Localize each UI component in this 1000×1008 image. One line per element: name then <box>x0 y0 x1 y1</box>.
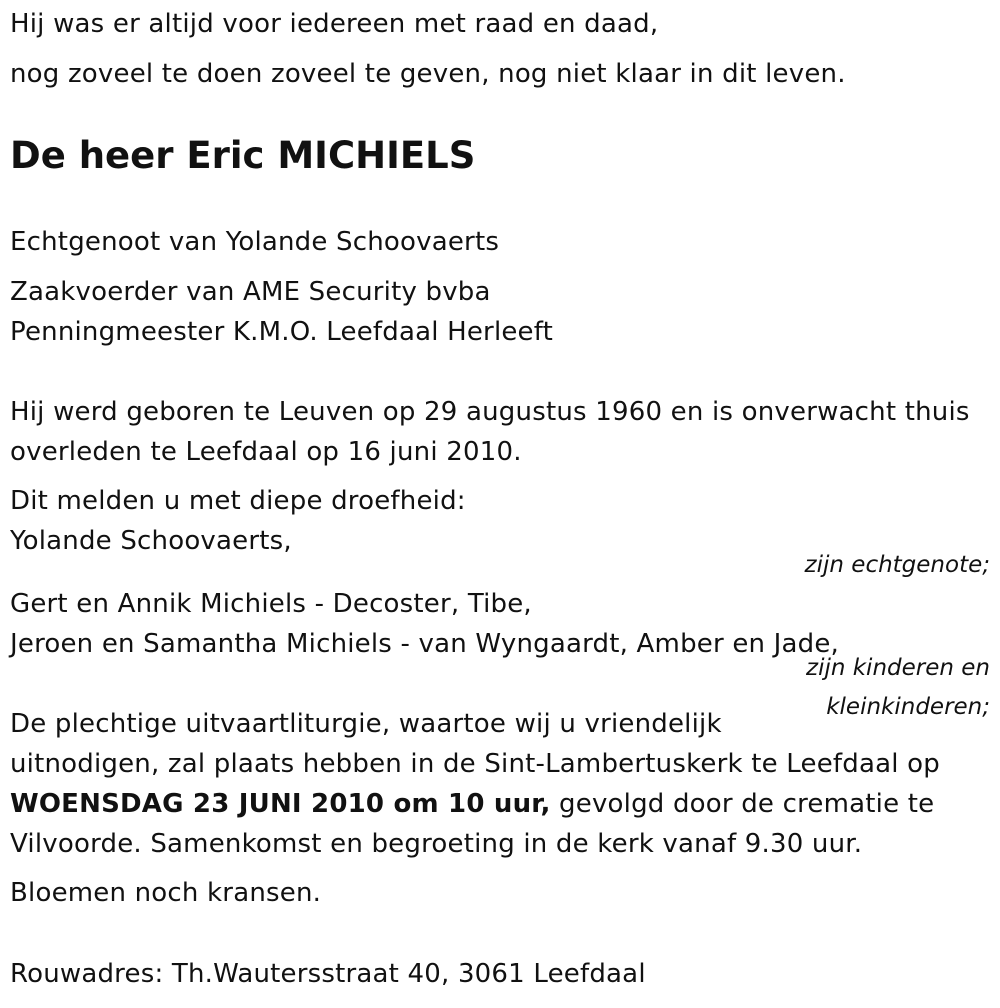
flowers-line: Bloemen noch kransen. <box>10 878 322 908</box>
child-line-1: Gert en Annik Michiels - Decoster, Tibe, <box>10 589 532 619</box>
funeral-line-4: Vilvoorde. Samenkomst en begroeting in de kerk vanaf 9.30 uur. <box>10 829 863 859</box>
job-line-1: Zaakvoerder van AME Security bvba <box>10 277 491 307</box>
funeral-date: WOENSDAG 23 JUNI 2010 om 10 uur, <box>10 789 551 819</box>
child-line-2: Jeroen en Samantha Michiels - van Wyngaardt, Amber en Jade, <box>10 629 840 659</box>
intro-line-2: nog zoveel te doen zoveel te geven, nog niet klaar in dit leven. <box>10 59 846 89</box>
birth-line-1: Hij werd geboren te Leuven op 29 augustus 1960 en is onverwacht thuis <box>10 397 970 427</box>
funeral-line-2: uitnodigen, zal plaats hebben in de Sint-Lambertuskerk te Leefdaal op <box>10 749 940 779</box>
spouse-of-line: Echtgenoot van Yolande Schoovaerts <box>10 227 500 257</box>
birth-line-2: overleden te Leefdaal op 16 juni 2010. <box>10 437 522 467</box>
announcement-line: Dit melden u met diepe droefheid: <box>10 486 466 516</box>
funeral-line-3-rest: gevolgd door de crematie te <box>550 789 935 819</box>
children-role-2: kleinkinderen; <box>826 694 990 720</box>
address-line: Rouwadres: Th.Wautersstraat 40, 3061 Leefdaal <box>10 959 646 989</box>
deceased-name: De heer Eric MICHIELS <box>10 134 476 177</box>
spouse-role: zijn echtgenote; <box>804 552 990 578</box>
funeral-line-1: De plechtige uitvaartliturgie, waartoe wij u vriendelijk <box>10 709 722 739</box>
children-role-1: zijn kinderen en <box>806 655 990 681</box>
intro-line-1: Hij was er altijd voor iedereen met raad en daad, <box>10 9 659 39</box>
spouse-name-line: Yolande Schoovaerts, <box>10 526 292 556</box>
funeral-line-3 <box>10 788 934 820</box>
job-line-2: Penningmeester K.M.O. Leefdaal Herleeft <box>10 317 554 347</box>
